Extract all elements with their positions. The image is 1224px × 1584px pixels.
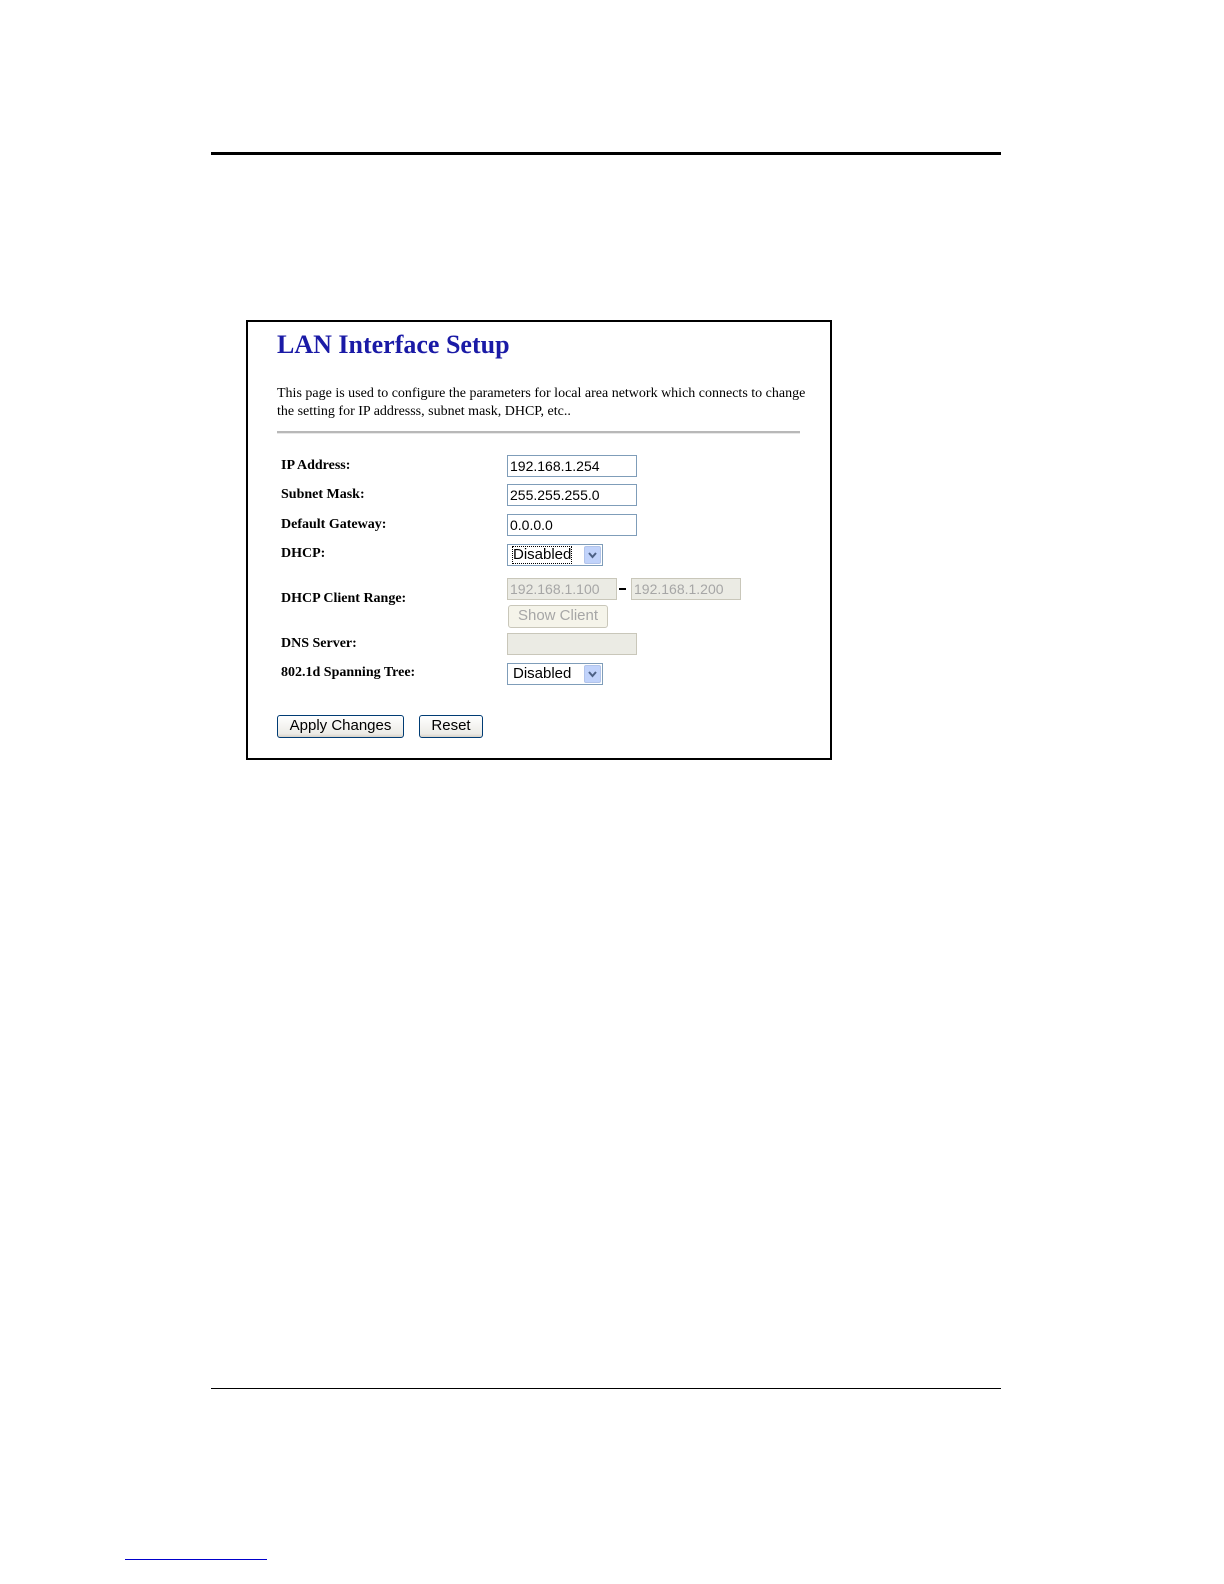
spanning-tree-select[interactable] — [507, 663, 603, 685]
subnet-mask-input[interactable]: 255.255.255.0 — [507, 484, 637, 506]
subnet-mask-label: Subnet Mask: — [281, 487, 365, 502]
default-gateway-input[interactable]: 0.0.0.0 — [507, 514, 637, 536]
dhcp-label: DHCP: — [281, 546, 326, 561]
dhcp-select[interactable] — [507, 544, 603, 566]
divider — [277, 431, 800, 434]
dhcp-client-range-label: DHCP Client Range: — [281, 591, 407, 606]
reset-button[interactable]: Reset — [419, 715, 483, 738]
dhcp-range-end-input[interactable]: 192.168.1.200 — [631, 578, 741, 600]
ip-address-input[interactable]: 192.168.1.254 — [507, 455, 637, 477]
apply-changes-button[interactable]: Apply Changes — [277, 715, 404, 738]
ip-address-label: IP Address: — [281, 458, 351, 473]
footnote-rule — [125, 1559, 267, 1560]
footer-rule — [211, 1388, 1001, 1389]
spanning-tree-label: 802.1d Spanning Tree: — [281, 665, 416, 680]
spanning-tree-selected-value: Disabled — [513, 665, 572, 682]
lan-setup-panel — [246, 320, 832, 760]
header-rule — [211, 152, 1001, 155]
dns-server-label: DNS Server: — [281, 636, 357, 651]
dhcp-selected-value: Disabled — [513, 546, 572, 563]
dns-server-input[interactable] — [507, 633, 637, 655]
dhcp-range-start-input[interactable]: 192.168.1.100 — [507, 578, 617, 600]
page-title: LAN Interface Setup — [277, 330, 510, 359]
page-description: This page is used to configure the parameters for local area network which connects to change the setting for IP addresss, subnet mask, DHCP, etc.. — [277, 386, 806, 419]
default-gateway-label: Default Gateway: — [281, 517, 387, 532]
range-separator — [619, 588, 626, 590]
chevron-down-icon[interactable] — [584, 665, 601, 683]
show-client-button[interactable]: Show Client — [508, 605, 608, 628]
chevron-down-icon[interactable] — [584, 546, 601, 564]
